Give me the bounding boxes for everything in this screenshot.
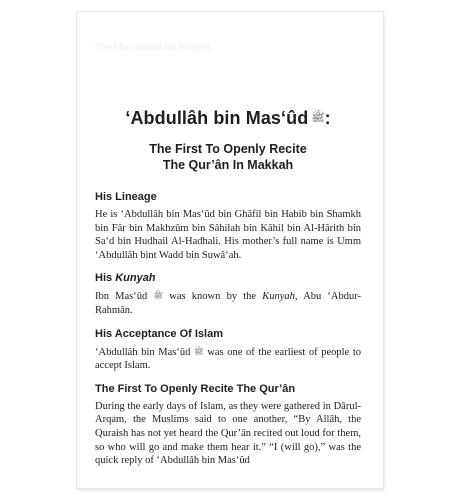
- section-heading-recitation: The First To Openly Recite The Qur’ân: [95, 382, 296, 395]
- chapter-subtitle: [95, 141, 361, 173]
- section-heading-kunyah: [95, 272, 361, 284]
- heading-kunyah-prefix: His: [95, 272, 116, 285]
- kunyah-text-italic: Kunyah: [262, 291, 295, 303]
- section-body-lineage: He is ‘Abdullâh bin Mas‘ûd bin Ghâfil bin Habib bin Shamkh bin Fâr bin Makhzûm bin Sâhilah bin Kâhil bin Al-Hârith bin Sa‘d bin Hudhail Al-Hadhali. His mother’s full name is Umm ‘Abdullâh bint Wadd bin Suwâ‘ah.: [95, 209, 361, 261]
- honorific-icon: ﷺ: [193, 346, 204, 356]
- book-page: [77, 12, 383, 488]
- kunyah-text-c: , Abu ‘Abdur-Rahmân.: [95, 291, 362, 316]
- bleed-through-header: The Men around the Prophet: [95, 42, 210, 53]
- kunyah-text-a: Ibn Mas‘ûd: [95, 291, 148, 303]
- page-content: [95, 108, 361, 468]
- heading-kunyah-italic: Kunyah: [115, 272, 156, 285]
- section-heading-acceptance: His Acceptance Of Islam: [95, 327, 223, 340]
- chapter-title: [95, 108, 361, 129]
- section-heading-lineage: His Lineage: [95, 191, 157, 203]
- chapter-title-text: ‘Abdullâh bin Mas‘ûd: [125, 108, 309, 128]
- subtitle-line-1: The First To Openly Recite: [149, 142, 307, 156]
- section-body-kunyah: [95, 289, 361, 317]
- kunyah-text-b: was known by the: [163, 291, 263, 303]
- honorific-icon: ﷺ: [153, 291, 164, 301]
- honorific-icon: ﷺ: [311, 112, 325, 124]
- subtitle-line-2: The Qur’ân In Makkah: [162, 158, 294, 172]
- acceptance-text-a: ‘Abdullâh bin Mas‘ûd: [95, 346, 191, 358]
- acceptance-text-b: was one of the earliest of people to accept Islam.: [95, 346, 361, 372]
- section-body-acceptance: [95, 345, 361, 373]
- bleed-through-text: [95, 56, 363, 72]
- section-body-recitation: During the early days of Islam, as they were gathered in Dârul-Arqam, the Muslims said to one another, “By Allâh, the Quraish has not yet heard the Qur’ân recited out loud for them, so who will go and make them hear it.” “I (will go),” was the quick reply of ‘Abdullâh bin Mas‘ûd: [95, 400, 361, 467]
- chapter-title-colon: :: [324, 108, 331, 128]
